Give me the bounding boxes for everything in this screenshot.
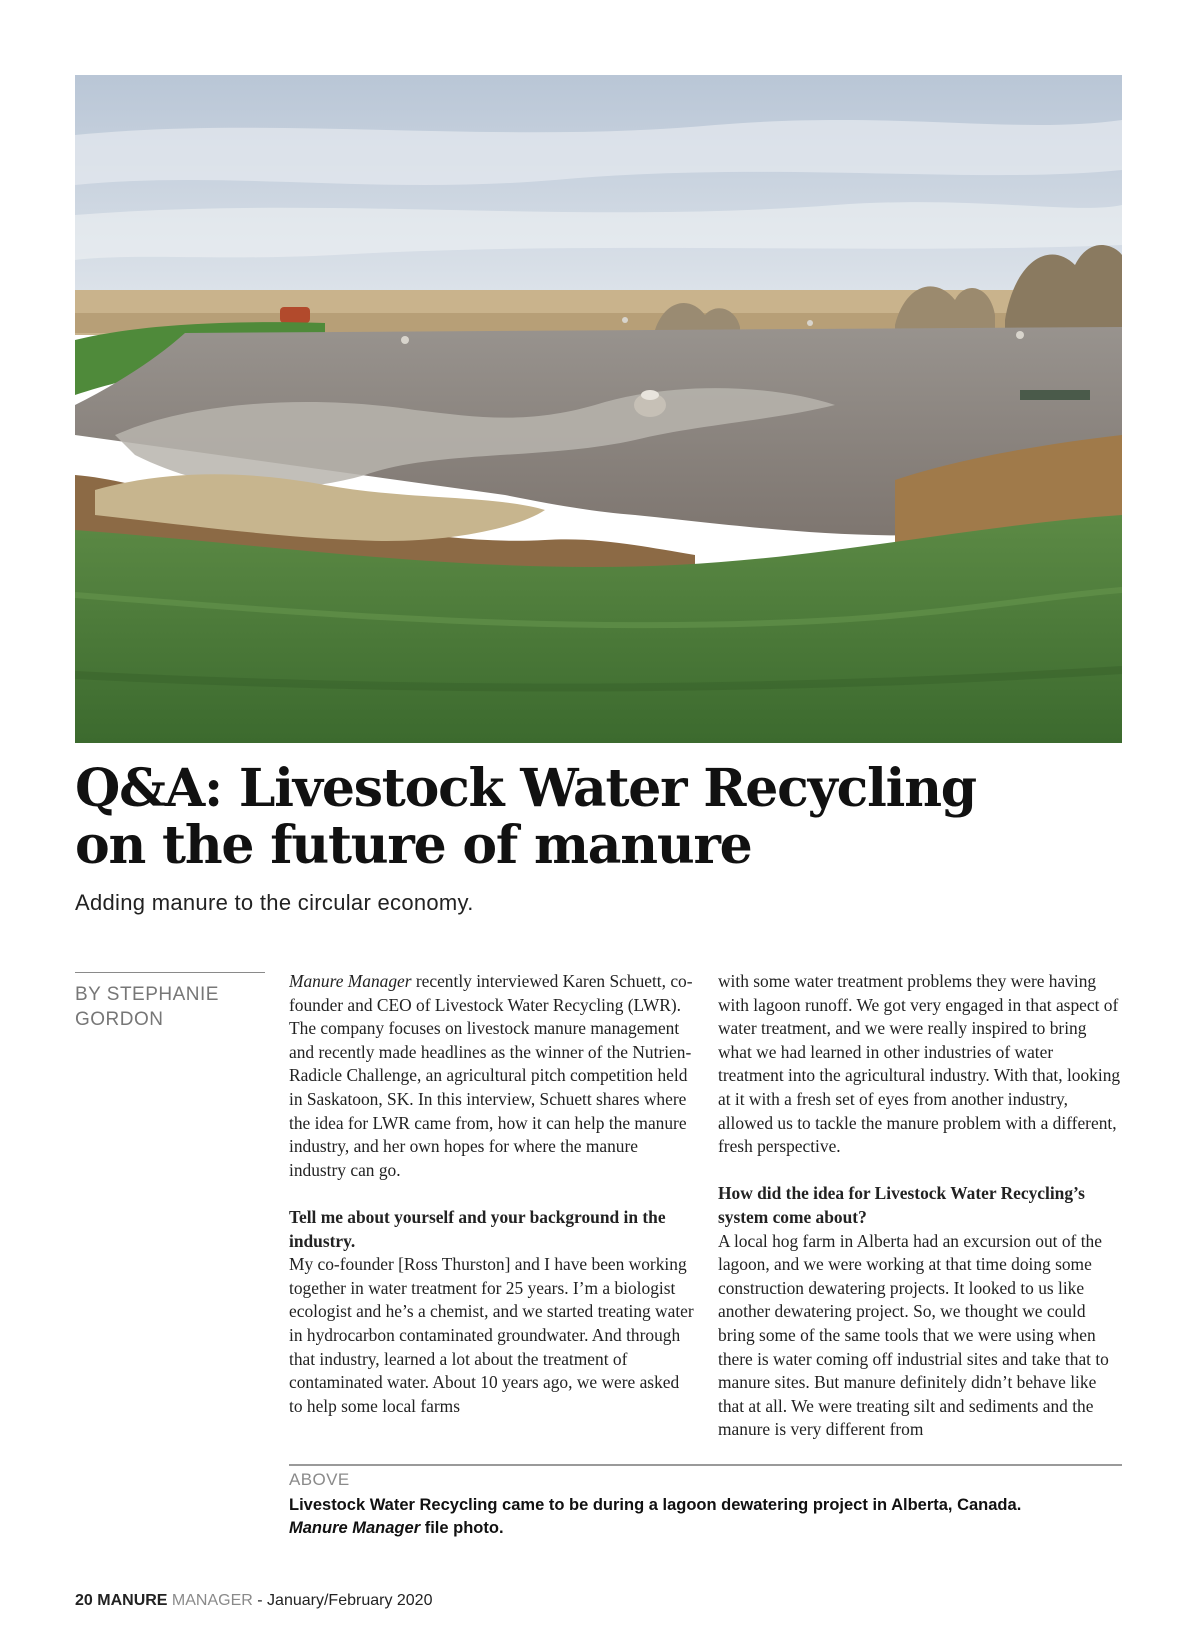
question-1: Tell me about yourself and your background in the industry.: [289, 1206, 666, 1251]
lagoon-photo: [75, 75, 1122, 743]
answer-2: A local hog farm in Alberta had an excursion out of the lagoon, and we were working at that time doing some construction dewatering projects. It looked to us like another dewatering project. So, we thought we could bring some of the same tools that we were using when there is water coming off industrial sites and take that to manure sites. But manure definitely didn’t behave like that at all. We were treating silt and sediments and the manure is very different from: [718, 1230, 1109, 1440]
publication-name: Manure Manager: [289, 971, 412, 991]
article-title: [75, 760, 1135, 874]
article-subtitle: Adding manure to the circular economy.: [75, 890, 474, 915]
caption-divider: [289, 1464, 1122, 1466]
byline-divider: [75, 972, 265, 973]
intro-paragraph: [289, 970, 694, 1182]
byline: BY STEPHANIE GORDON: [75, 984, 219, 1030]
footer-brand-bold: MANURE: [97, 1592, 168, 1609]
page-footer: [75, 1592, 432, 1610]
body-column-1: [289, 970, 694, 1446]
intro-text: recently interviewed Karen Schuett, co-founder and CEO of Livestock Water Recycling (LWR). The company focuses on livestock manure management and recently made headlines as the winner of the Nutrien-Radicle Challenge, an agricultural pitch competition held in Saskatoon, SK. In this interview, Schuett shares where the idea for LWR came from, how it can help the manure industry, and her own hopes for where the manure industry can go.: [289, 971, 693, 1180]
article-title-line2: on the future of manure: [75, 815, 752, 876]
lagoon-photo-illustration: [75, 75, 1122, 743]
tractor-icon: [280, 307, 310, 323]
photo-caption: [289, 1494, 1122, 1540]
caption-label: ABOVE: [289, 1470, 350, 1489]
answer-1-continued: with some water treatment problems they were having with lagoon runoff. We got very engaged in that aspect of water treatment, and we were really inspired to bring what we had learned in other industries of water treatment into the agricultural industry. With that, looking at it with a fresh set of eyes from another industry, allowed us to tackle the manure problem with a different, fresh perspective.: [718, 971, 1121, 1157]
answer-1: My co-founder [Ross Thurston] and I have been working together in water treatment for 25 years. I’m a biologist ecologist and he’s a chemist, and we started treating water in hydrocarbon contaminated groundwater. And through that industry, learned a lot about the treatment of contaminated water. About 10 years ago, we were asked to help some local farms: [289, 1254, 694, 1416]
footer-brand-light: MANAGER: [171, 1592, 253, 1609]
article-title-line1: Q&A: Livestock Water Recycling: [75, 758, 976, 819]
caption-credit: file photo.: [420, 1519, 504, 1537]
page-number: 20: [75, 1592, 93, 1609]
body-column-2: [718, 970, 1123, 1446]
caption-credit-publication: Manure Manager: [289, 1519, 421, 1537]
caption-text: Livestock Water Recycling came to be during a lagoon dewatering project in Alberta, Canada.: [289, 1496, 1022, 1514]
footer-issue: - January/February 2020: [252, 1592, 433, 1609]
question-2: How did the idea for Livestock Water Recycling’s system come about?: [718, 1183, 1085, 1227]
